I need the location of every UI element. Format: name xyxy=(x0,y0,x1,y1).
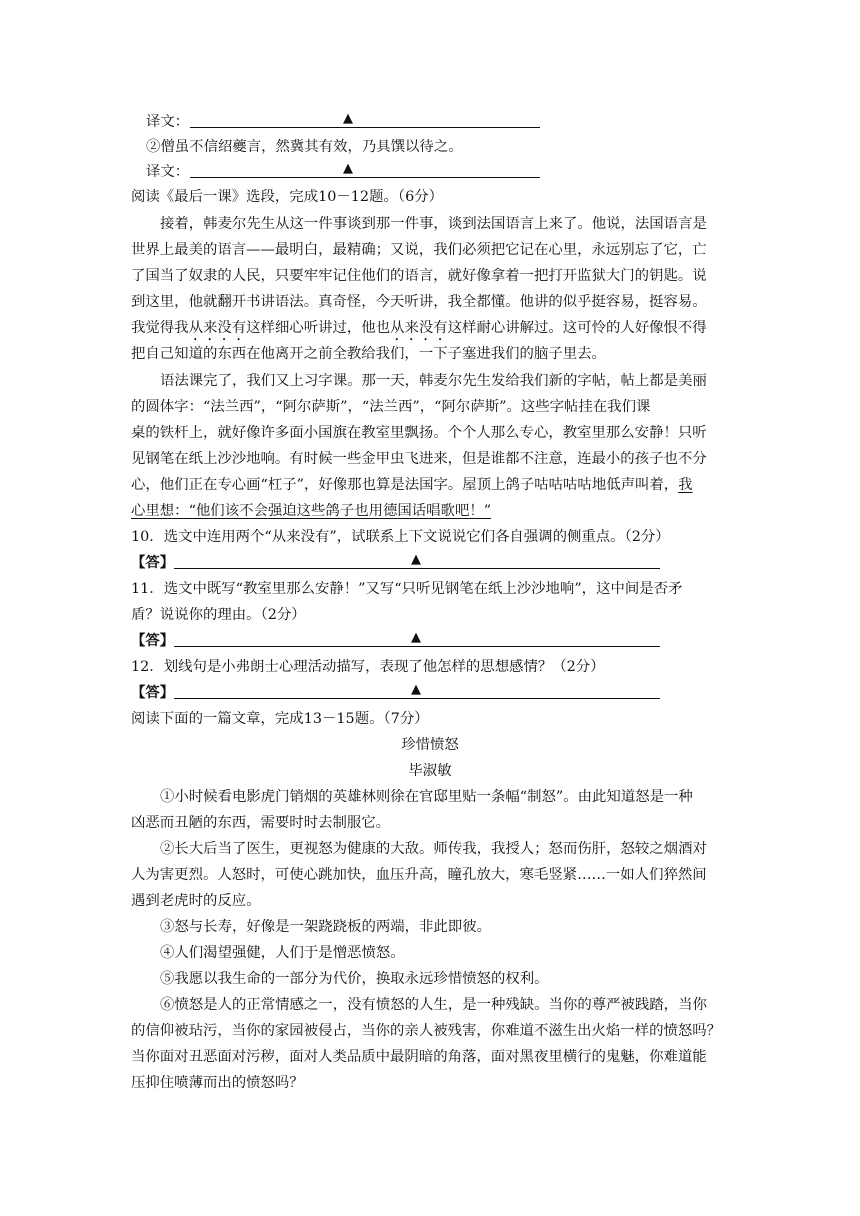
article-line: 凶恶而丑陋的东西，需要时时去制服它。 xyxy=(131,815,391,831)
emphasized-phrase: 从来没有 xyxy=(188,320,247,336)
question-item-2: ②僧虽不信绍夔言，然冀其有效，乃具馔以待之。 xyxy=(146,139,463,155)
section-intro: 阅读下面的一篇文章，完成13－15题。（7分） xyxy=(131,711,429,727)
passage-line: 语法课完了，我们又上习字课。那一天，韩麦尔先生发给我们新的字帖，帖上都是美丽 xyxy=(160,373,707,389)
passage-line: 的圆体字：“法兰西”，“阿尔萨斯”，“法兰西”，“阿尔萨斯”。这些字帖挂在我们课 xyxy=(131,399,651,415)
article-line: ④人们渴望强健，人们于是憎恶愤怒。 xyxy=(160,945,405,961)
article-line: 的信仰被玷污，当你的家园被侵占，当你的亲人被残害，你难道不滋生出火焰一样的愤怒吗？ xyxy=(131,1023,722,1039)
answer-marker-icon: ▲ xyxy=(411,630,421,645)
answer-marker-icon: ▲ xyxy=(343,111,353,126)
article-line: ③怒与长寿，好像是一架跷跷板的两端，非此即彼。 xyxy=(160,919,491,935)
answer-line[interactable] xyxy=(174,568,660,569)
article-line: 当你面对丑恶面对污秽，面对人类品质中最阴暗的角落，面对黑夜里横行的鬼魅，你难道能 xyxy=(131,1049,707,1065)
answer-label: 【答】 xyxy=(131,554,175,571)
passage-text: 这样耐心讲解过。这可怜的人好像恨不得 xyxy=(447,320,707,336)
underlined-sentence: 心里想：“他们该不会强迫这些鸽子也用德国话唱歌吧！” xyxy=(131,503,492,519)
passage-line: 到这里，他就翻开书讲语法。真奇怪，今天听讲，我全都懂。他讲的似乎挺容易，挺容易。 xyxy=(131,294,707,310)
article-line: ⑥愤怒是人的正常情感之一，没有愤怒的人生，是一种残缺。当你的尊严被践踏，当你 xyxy=(160,997,707,1013)
translation-label: 译文： xyxy=(146,164,190,180)
question-10: 10．选文中连用两个“从来没有”，试联系上下文说说它们各自强调的侧重点。（2分） xyxy=(131,529,670,545)
article-author: 毕淑敏 xyxy=(408,763,452,779)
passage-line: 把自己知道的东西在他离开之前全教给我们，一下子塞进我们的脑子里去。 xyxy=(131,346,606,362)
question-11: 11．选文中既写“教室里那么安静！”又写“只听见钢笔在纸上沙沙地响”，这中间是否矛 xyxy=(131,581,683,597)
article-line: 人为害更烈。人怒时，可使心跳加快，血压升高，瞳孔放大，寒毛竖紧……一如人们猝然间 xyxy=(131,867,707,883)
question-11: 盾？说说你的理由。（2分） xyxy=(131,607,306,623)
question-12: 12．划线句是小弗朗士心理活动描写，表现了他怎样的思想感情？（2分） xyxy=(131,659,605,675)
passage-line xyxy=(131,318,707,344)
article-line: ⑤我愿以我生命的一部分为代价，换取永远珍惜愤怒的权利。 xyxy=(160,971,549,987)
article-line: ①小时候看电影虎门销烟的英雄林则徐在官邸里贴一条幅“制怒”。由此知道怒是一种 xyxy=(160,789,693,805)
answer-marker-icon: ▲ xyxy=(411,552,421,567)
passage-line xyxy=(131,475,693,495)
translation-answer-line[interactable] xyxy=(190,177,540,178)
translation-answer-line[interactable] xyxy=(190,127,540,128)
translation-label: 译文： xyxy=(146,114,190,130)
passage-line: 桌的铁杆上，就好像许多面小国旗在教室里飘扬。个个人那么专心，教室里那么安静！只听 xyxy=(131,425,707,441)
answer-line[interactable] xyxy=(174,698,660,699)
passage-line: 接着，韩麦尔先生从这一件事谈到那一件事，谈到法国语言上来了。他说，法国语言是 xyxy=(160,216,707,232)
article-line: 遇到老虎时的反应。 xyxy=(131,893,261,909)
answer-marker-icon: ▲ xyxy=(411,682,421,697)
answer-line[interactable] xyxy=(174,646,660,647)
answer-marker-icon: ▲ xyxy=(343,161,353,176)
passage-line: 世界上最美的语言——最明白，最精确；又说，我们必须把它记在心里，永远别忘了它，亡 xyxy=(131,242,707,258)
article-title: 珍惜愤怒 xyxy=(401,737,459,753)
section-intro: 阅读《最后一课》选段，完成10－12题。（6分） xyxy=(131,189,444,205)
passage-text: 我觉得我 xyxy=(131,320,189,336)
passage-line: 见钢笔在纸上沙沙地响。有时候一些金甲虫飞进来，但是谁都不注意，连最小的孩子也不分 xyxy=(131,451,707,467)
passage-text: 这样细心听讲过，他也 xyxy=(246,320,391,336)
passage-text: 心，他们正在专心画“杠子”，好像那也算是法国字。屋顶上鸽子咕咕咕咕地低声叫着， xyxy=(131,477,679,493)
emphasized-phrase: 从来没有 xyxy=(390,320,448,336)
passage-line: 了国当了奴隶的人民，只要牢牢记住他们的语言，就好像拿着一把打开监狱大门的钥匙。说 xyxy=(131,268,707,284)
article-line: 压抑住喷薄而出的愤怒吗？ xyxy=(131,1075,304,1091)
article-line: ②长大后当了医生，更视怒为健康的大敌。师传我，我授人；怒而伤肝，怒较之烟酒对 xyxy=(160,841,707,857)
answer-label: 【答】 xyxy=(131,632,175,649)
answer-label: 【答】 xyxy=(131,684,175,701)
underlined-sentence: 我 xyxy=(678,477,693,493)
